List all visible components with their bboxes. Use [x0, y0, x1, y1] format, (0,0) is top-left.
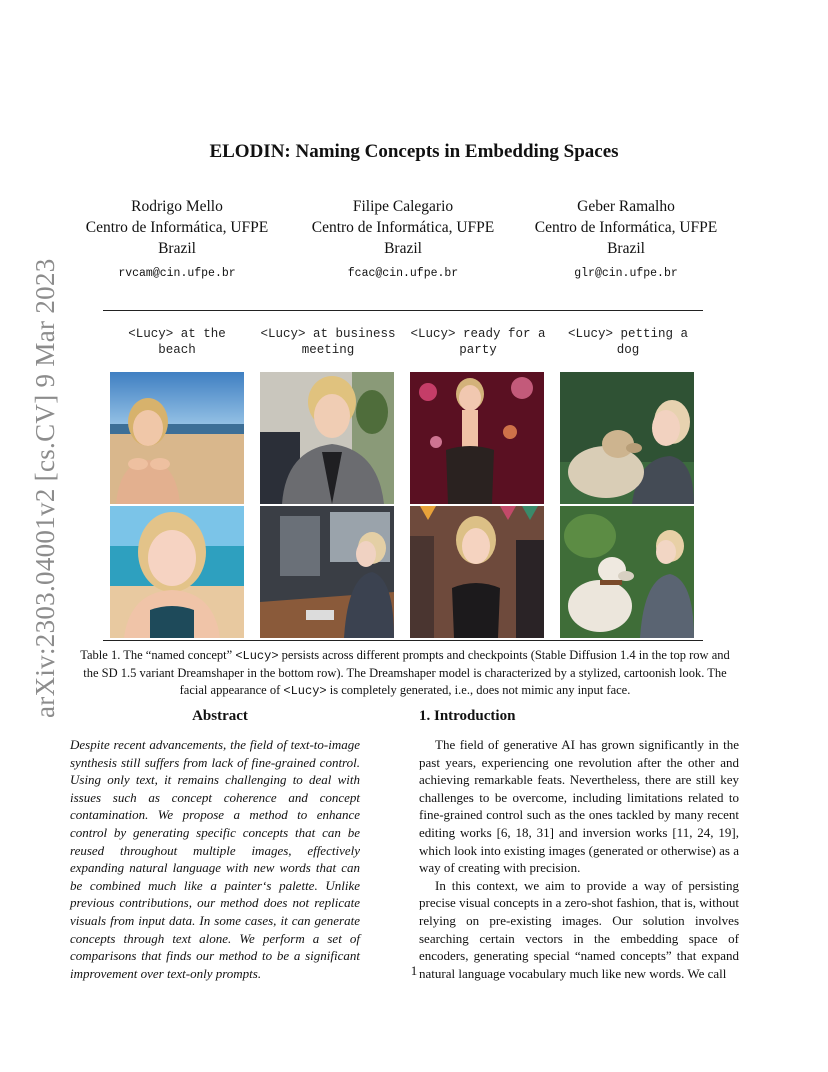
author-affiliation: Centro de Informática, UFPE [534, 219, 718, 236]
table-top-rule [103, 310, 703, 311]
caption-text: Table 1. The “named concept” [80, 648, 236, 662]
paper-title: ELODIN: Naming Concepts in Embedding Spaces [209, 141, 619, 162]
author-name: Geber Ramalho [577, 198, 675, 215]
intro-body [419, 736, 739, 982]
author-name: Rodrigo Mello [131, 198, 223, 215]
image-beach-sd14 [110, 372, 244, 504]
image-party-sd14 [410, 372, 544, 504]
author-email: fcac@cin.ufpe.br [347, 267, 459, 280]
caption-token: <Lucy> [235, 649, 279, 663]
intro-paragraph: The field of generative AI has grown significantly in the past years, experiencing one revolution after the other and achieving remarkable feats. Nevertheless, there are still key challenges to be overcome, including limitations related to fine-grained control such as the ones tackled by many recent editing works [6, 18, 31] and inversion works [11, 24, 19], which look into existing images (generated or otherwise) as a way of creating with precision. [419, 737, 739, 876]
prompt-label: <Lucy> petting a dog [567, 327, 689, 357]
prompt-label: <Lucy> ready for a party [410, 327, 546, 357]
image-meeting-sd14 [260, 372, 394, 504]
abstract-text: Despite recent advancements, the field of text-to-image synthesis still suffers from lack of fine-grained control. Using only text, it remains challenging to deal with issues such as concept coherence and concept contamination. We propose a method to enhance control by generating specific concepts that can be reused throughout multiple images, effectively expanding natural language with new words that can be combined much like a painter‘s palette. Unlike previous contributions, our method does not replicate visuals from input data. In some cases, it can generate concepts through text alone. We perform a set of comparisons that finds our method to be a significant improvement over text-only prompts. [70, 737, 360, 981]
image-party-dreamshaper [410, 506, 544, 638]
image-meeting-dreamshaper [260, 506, 394, 638]
caption-token: <Lucy> [283, 684, 327, 698]
author-name: Filipe Calegario [352, 198, 454, 215]
caption-text: persists across different prompts and checkpoints (Stable Diffusion 1.4 in the top row and the SD 1.5 variant Dreamshaper in the bottom row). The Dreamshaper model is characterized by a stylized, cartoonish look. The facial appearance of [83, 648, 730, 697]
figure-caption [72, 647, 738, 700]
caption-text: is completely generated, i.e., does not mimic any input face. [326, 683, 631, 697]
author-block [511, 196, 741, 284]
author-country: Brazil [607, 240, 645, 257]
page-number: 1 [410, 963, 418, 978]
image-dog-dreamshaper [560, 506, 694, 638]
author-block [288, 196, 518, 284]
author-email: rvcam@cin.ufpe.br [118, 267, 236, 280]
arxiv-stamp: arXiv:2303.04001v2 [cs.CV] 9 Mar 2023 [30, 258, 60, 718]
author-affiliation: Centro de Informática, UFPE [85, 219, 269, 236]
author-block [62, 196, 292, 284]
table-bottom-rule [103, 640, 703, 641]
image-beach-dreamshaper [110, 506, 244, 638]
author-email: glr@cin.ufpe.br [574, 267, 678, 280]
intro-paragraph: In this context, we aim to provide a way of persisting precise visual concepts in a zero-shot fashion, that is, without relying on pre-existing images. Our solution involves searching certain vectors in the embedding space of encoders, generating special “named concepts” that expand natural language vocabulary much like new words. We call [419, 877, 739, 981]
author-affiliation: Centro de Informática, UFPE [311, 219, 495, 236]
abstract-heading: Abstract [192, 708, 248, 724]
author-country: Brazil [384, 240, 422, 257]
prompt-label: <Lucy> at the beach [128, 327, 226, 357]
image-dog-sd14 [560, 372, 694, 504]
prompt-label: <Lucy> at business meeting [260, 327, 396, 357]
intro-heading: 1. Introduction [419, 708, 516, 724]
author-country: Brazil [158, 240, 196, 257]
